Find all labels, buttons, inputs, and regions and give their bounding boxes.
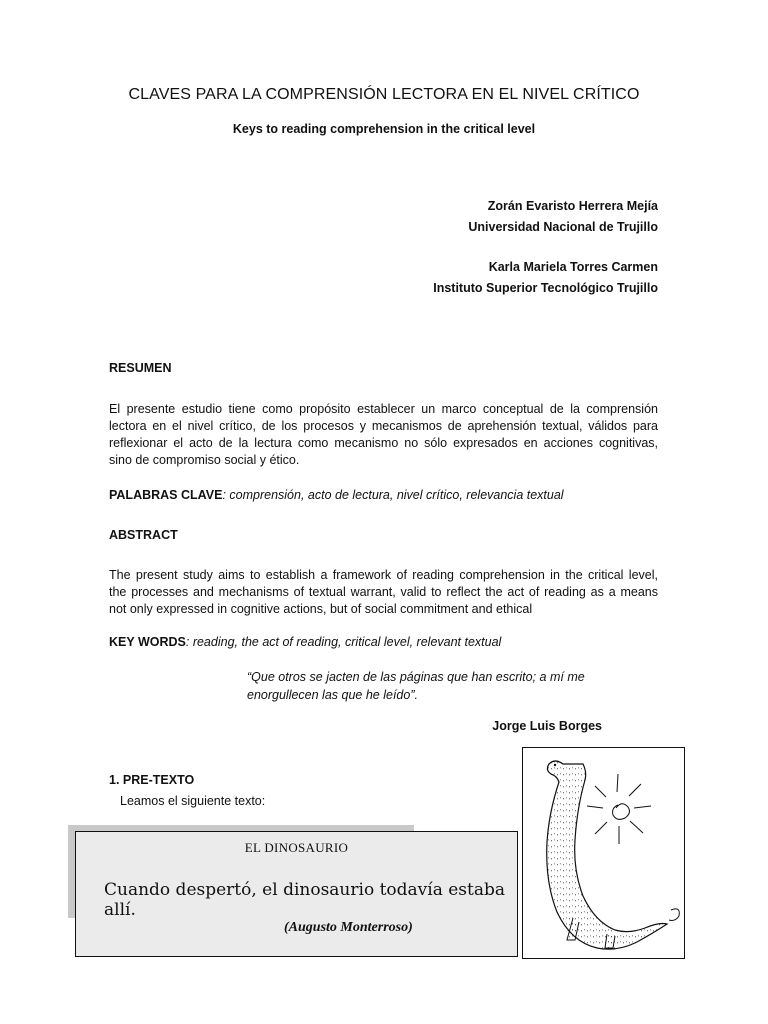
author-affiliation-2: Instituto Superior Tecnológico Trujillo — [433, 281, 658, 295]
resumen-line: El presente estudio tiene como propósito establecer un marco conceptual de la comprensión — [109, 402, 658, 416]
abstract-line: The present study aims to establish a framework of reading comprehension in the critical level, — [109, 568, 658, 582]
epigraph-line: enorgullecen las que he leído”. — [247, 688, 418, 702]
epigraph-author: Jorge Luis Borges — [492, 719, 602, 733]
resumen-line: reflexionar el acto de la lectura como mecanismo no sólo expresados en acciones cognitivas, — [109, 436, 658, 450]
section-heading: 1. PRE-TEXTO — [109, 773, 195, 787]
palabras-clave-text: : comprensión, acto de lectura, nivel crítico, relevancia textual — [222, 488, 564, 502]
dinosaurio-box — [75, 831, 518, 957]
resumen-heading: RESUMEN — [109, 361, 172, 375]
palabras-clave — [109, 488, 669, 502]
author-name-2: Karla Mariela Torres Carmen — [488, 260, 658, 274]
resumen-line: sino de compromiso social y ético. — [109, 453, 300, 467]
epigraph-quote — [247, 668, 607, 704]
dinosaur-illustration — [522, 747, 685, 959]
palabras-clave-label: PALABRAS CLAVE — [109, 488, 223, 502]
paper-title: CLAVES PARA LA COMPRENSIÓN LECTORA EN EL NIVEL CRÍTICO — [128, 86, 640, 103]
abstract-line: not only expressed in cognitive actions, but of social commitment and ethical — [109, 602, 533, 616]
key-words — [109, 635, 669, 649]
author-affiliation-1: Universidad Nacional de Trujillo — [468, 220, 658, 234]
abstract-heading: ABSTRACT — [109, 528, 178, 542]
dinosaurio-title: EL DINOSAURIO — [244, 840, 349, 855]
abstract-line: the processes and mechanisms of textual warrant, valid to reflect the act of reading as a means — [109, 585, 658, 599]
dinosaur-sun-drawing — [523, 748, 684, 958]
resumen-body — [109, 401, 658, 469]
resumen-line: lectora en el nivel crítico, de los procesos y mecanismos de aprehensión textual, válidos para — [109, 419, 658, 433]
key-words-label: KEY WORDS — [109, 635, 186, 649]
author-name-1: Zorán Evaristo Herrera Mejía — [487, 199, 658, 213]
paper-subtitle: Keys to reading comprehension in the critical level — [232, 122, 536, 136]
dinosaurio-cite: (Augusto Monterroso) — [284, 920, 413, 935]
key-words-text: : reading, the act of reading, critical level, relevant textual — [185, 635, 502, 649]
abstract-body — [109, 567, 658, 618]
section-lead: Leamos el siguiente texto: — [120, 794, 266, 808]
dinosaurio-text: Cuando despertó, el dinosaurio todavía estaba allí. — [104, 880, 506, 920]
epigraph-line: “Que otros se jacten de las páginas que han escrito; a mí me — [247, 670, 585, 684]
